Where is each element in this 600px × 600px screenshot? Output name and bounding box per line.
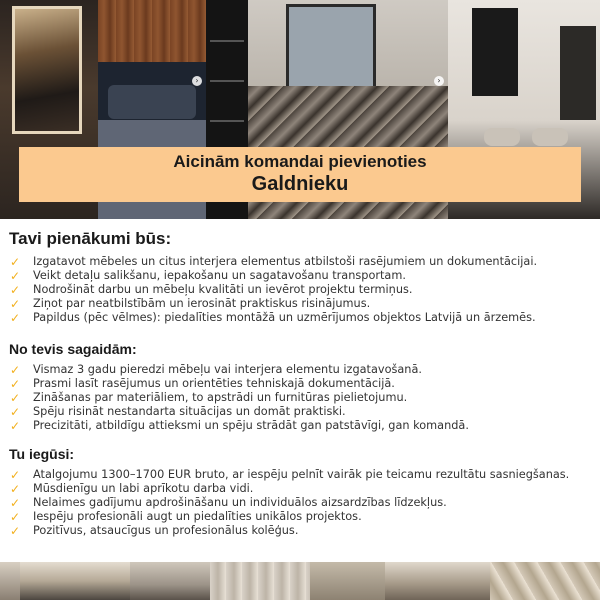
hero-banner — [19, 147, 581, 202]
list-item: ✓ Nodrošināt darbu un mēbeļu kvalitāti un ievērot projektu termiņus. — [10, 283, 413, 297]
duties-section — [9, 229, 599, 325]
check-icon: ✓ — [10, 363, 21, 377]
list-item: ✓ Izgatavot mēbeles un citus interjera elementus atbilstoši rasējumiem un dokumentācijai. — [10, 255, 538, 269]
check-icon: ✓ — [10, 405, 21, 419]
list-item: ✓ Nelaimes gadījumu apdrošināšanu un individuālos aizsardzības līdzekļus. — [10, 496, 447, 510]
list-item: ✓ Atalgojumu 1300–1700 EUR bruto, ar iespēju pelnīt vairāk pie teicamu rezultātu sasniegšanas. — [10, 468, 570, 482]
workshop-photo-strip — [0, 562, 600, 600]
check-icon: ✓ — [10, 419, 21, 433]
check-icon: ✓ — [10, 510, 21, 524]
duties-list — [9, 255, 599, 325]
list-item: ✓ Iespēju profesionāli augt un piedalīties unikālos projektos. — [10, 510, 362, 524]
list-item: ✓ Pozitīvus, atsaucīgus un profesionālus kolēģus. — [10, 524, 299, 538]
check-icon: ✓ — [10, 283, 21, 297]
benefits-list — [9, 468, 599, 538]
check-icon: ✓ — [10, 377, 21, 391]
check-icon: ✓ — [10, 524, 21, 538]
list-item: ✓ Prasmi lasīt rasējumus un orientēties tehniskajā dokumentācijā. — [10, 377, 395, 391]
check-icon: ✓ — [10, 297, 21, 311]
check-icon: ✓ — [10, 496, 21, 510]
list-item: ✓ Vismaz 3 gadu pieredzi mēbeļu vai interjera elementu izgatavošanā. — [10, 363, 422, 377]
check-icon: ✓ — [10, 391, 21, 405]
hero-image-collage — [0, 0, 600, 219]
requirements-section — [9, 341, 599, 433]
check-icon: ✓ — [10, 468, 21, 482]
section-heading: Tavi pienākumi būs: — [9, 229, 172, 248]
carousel-arrow-icon[interactable]: › — [434, 76, 444, 86]
check-icon: ✓ — [10, 269, 21, 283]
section-heading: Tu iegūsi: — [9, 446, 75, 462]
check-icon: ✓ — [10, 311, 21, 325]
banner-title: Galdnieku — [251, 173, 349, 195]
list-item: ✓ Zināšanas par materiāliem, to apstrādi un furnitūras pielietojumu. — [10, 391, 408, 405]
banner-subtitle: Aicinām komandai pievienoties — [173, 152, 427, 171]
list-item: ✓ Papildus (pēc vēlmes): piedalīties montāžā un uzmērījumos objektos Latvijā un ārzemēs. — [10, 311, 536, 325]
list-item: ✓ Mūsdienīgu un labi aprīkotu darba vidi. — [10, 482, 254, 496]
list-item: ✓ Veikt detaļu salikšanu, iepakošanu un sagatavošanu transportam. — [10, 269, 406, 283]
check-icon: ✓ — [10, 482, 21, 496]
section-heading: No tevis sagaidām: — [9, 341, 137, 357]
carousel-arrow-icon[interactable]: › — [192, 76, 202, 86]
list-item: ✓ Spēju risināt nestandarta situācijas un domāt praktiski. — [10, 405, 346, 419]
benefits-section — [9, 446, 599, 538]
requirements-list — [9, 363, 599, 433]
list-item: ✓ Precizitāti, atbildīgu attieksmi un spēju strādāt gan patstāvīgi, gan komandā. — [10, 419, 469, 433]
check-icon: ✓ — [10, 255, 21, 269]
list-item: ✓ Ziņot par neatbilstībām un ierosināt praktiskus risinājumus. — [10, 297, 371, 311]
